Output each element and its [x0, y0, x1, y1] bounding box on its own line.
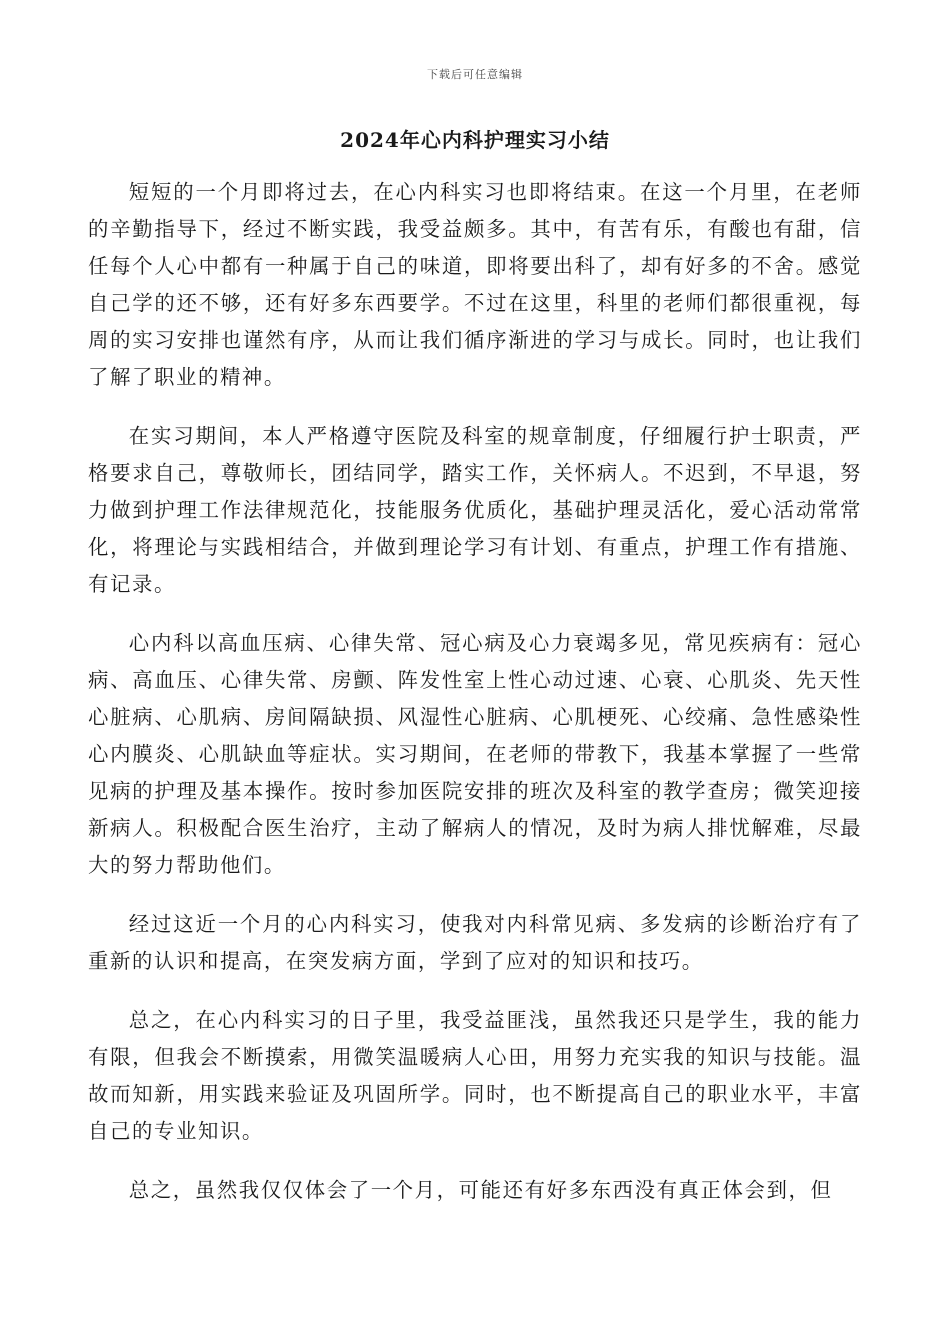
header-note: 下载后可任意编辑 — [427, 68, 523, 81]
document-title: 2024年心内科护理实习小结 — [340, 128, 610, 152]
paragraph-4: 经过这近一个月的心内科实习，使我对内科常见病、多发病的诊断治疗有了重新的认识和提高，在突发病方面，学到了应对的知识和技巧。 — [88, 912, 862, 973]
paragraph-1: 短短的一个月即将过去，在心内科实习也即将结束。在这一个月里，在老师的辛勤指导下，经过不断实践，我受益颇多。其中，有苦有乐，有酸也有甜，信任每个人心中都有一种属于自己的味道，即将要出科了，却有好多的不舍。感觉自己学的还不够，还有好多东西要学。不过在这里，科里的老师们都很重视，每周的实习安排也谨然有序，从而让我们循序渐进的学习与成长。同时，也让我们了解了职业的精神。 — [88, 180, 862, 389]
document-body — [88, 174, 862, 1231]
paragraph-3: 心内科以高血压病、心律失常、冠心病及心力衰竭多见，常见疾病有：冠心病、高血压、心律失常、房颤、阵发性室上性心动过速、心衰、心肌炎、先天性心脏病、心肌病、房间隔缺损、风湿性心脏病、心肌梗死、心绞痛、急性感染性心内膜炎、心肌缺血等症状。实习期间，在老师的带教下，我基本掌握了一些常见病的护理及基本操作。按时参加医院安排的班次及科室的教学查房；微笑迎接新病人。积极配合医生治疗，主动了解病人的情况，及时为病人排忧解难，尽最大的努力帮助他们。 — [88, 631, 862, 877]
paragraph-6: 总之，虽然我仅仅体会了一个月，可能还有好多东西没有真正体会到，但 — [128, 1178, 833, 1202]
paragraph-5: 总之，在心内科实习的日子里，我受益匪浅，虽然我还只是学生，我的能力有限，但我会不断摸索，用微笑温暖病人心田，用努力充实我的知识与技能。温故而知新，用实践来验证及巩固所学。同时，也不断提高自己的职业水平，丰富自己的专业知识。 — [88, 1008, 862, 1143]
paragraph-2: 在实习期间，本人严格遵守医院及科室的规章制度，仔细履行护士职责，严格要求自己，尊敬师长，团结同学，踏实工作，关怀病人。不迟到，不早退，努力做到护理工作法律规范化，技能服务优质化，基础护理灵活化，爱心活动常常化，将理论与实践相结合，并做到理论学习有计划、有重点，护理工作有措施、有记录。 — [88, 424, 862, 596]
